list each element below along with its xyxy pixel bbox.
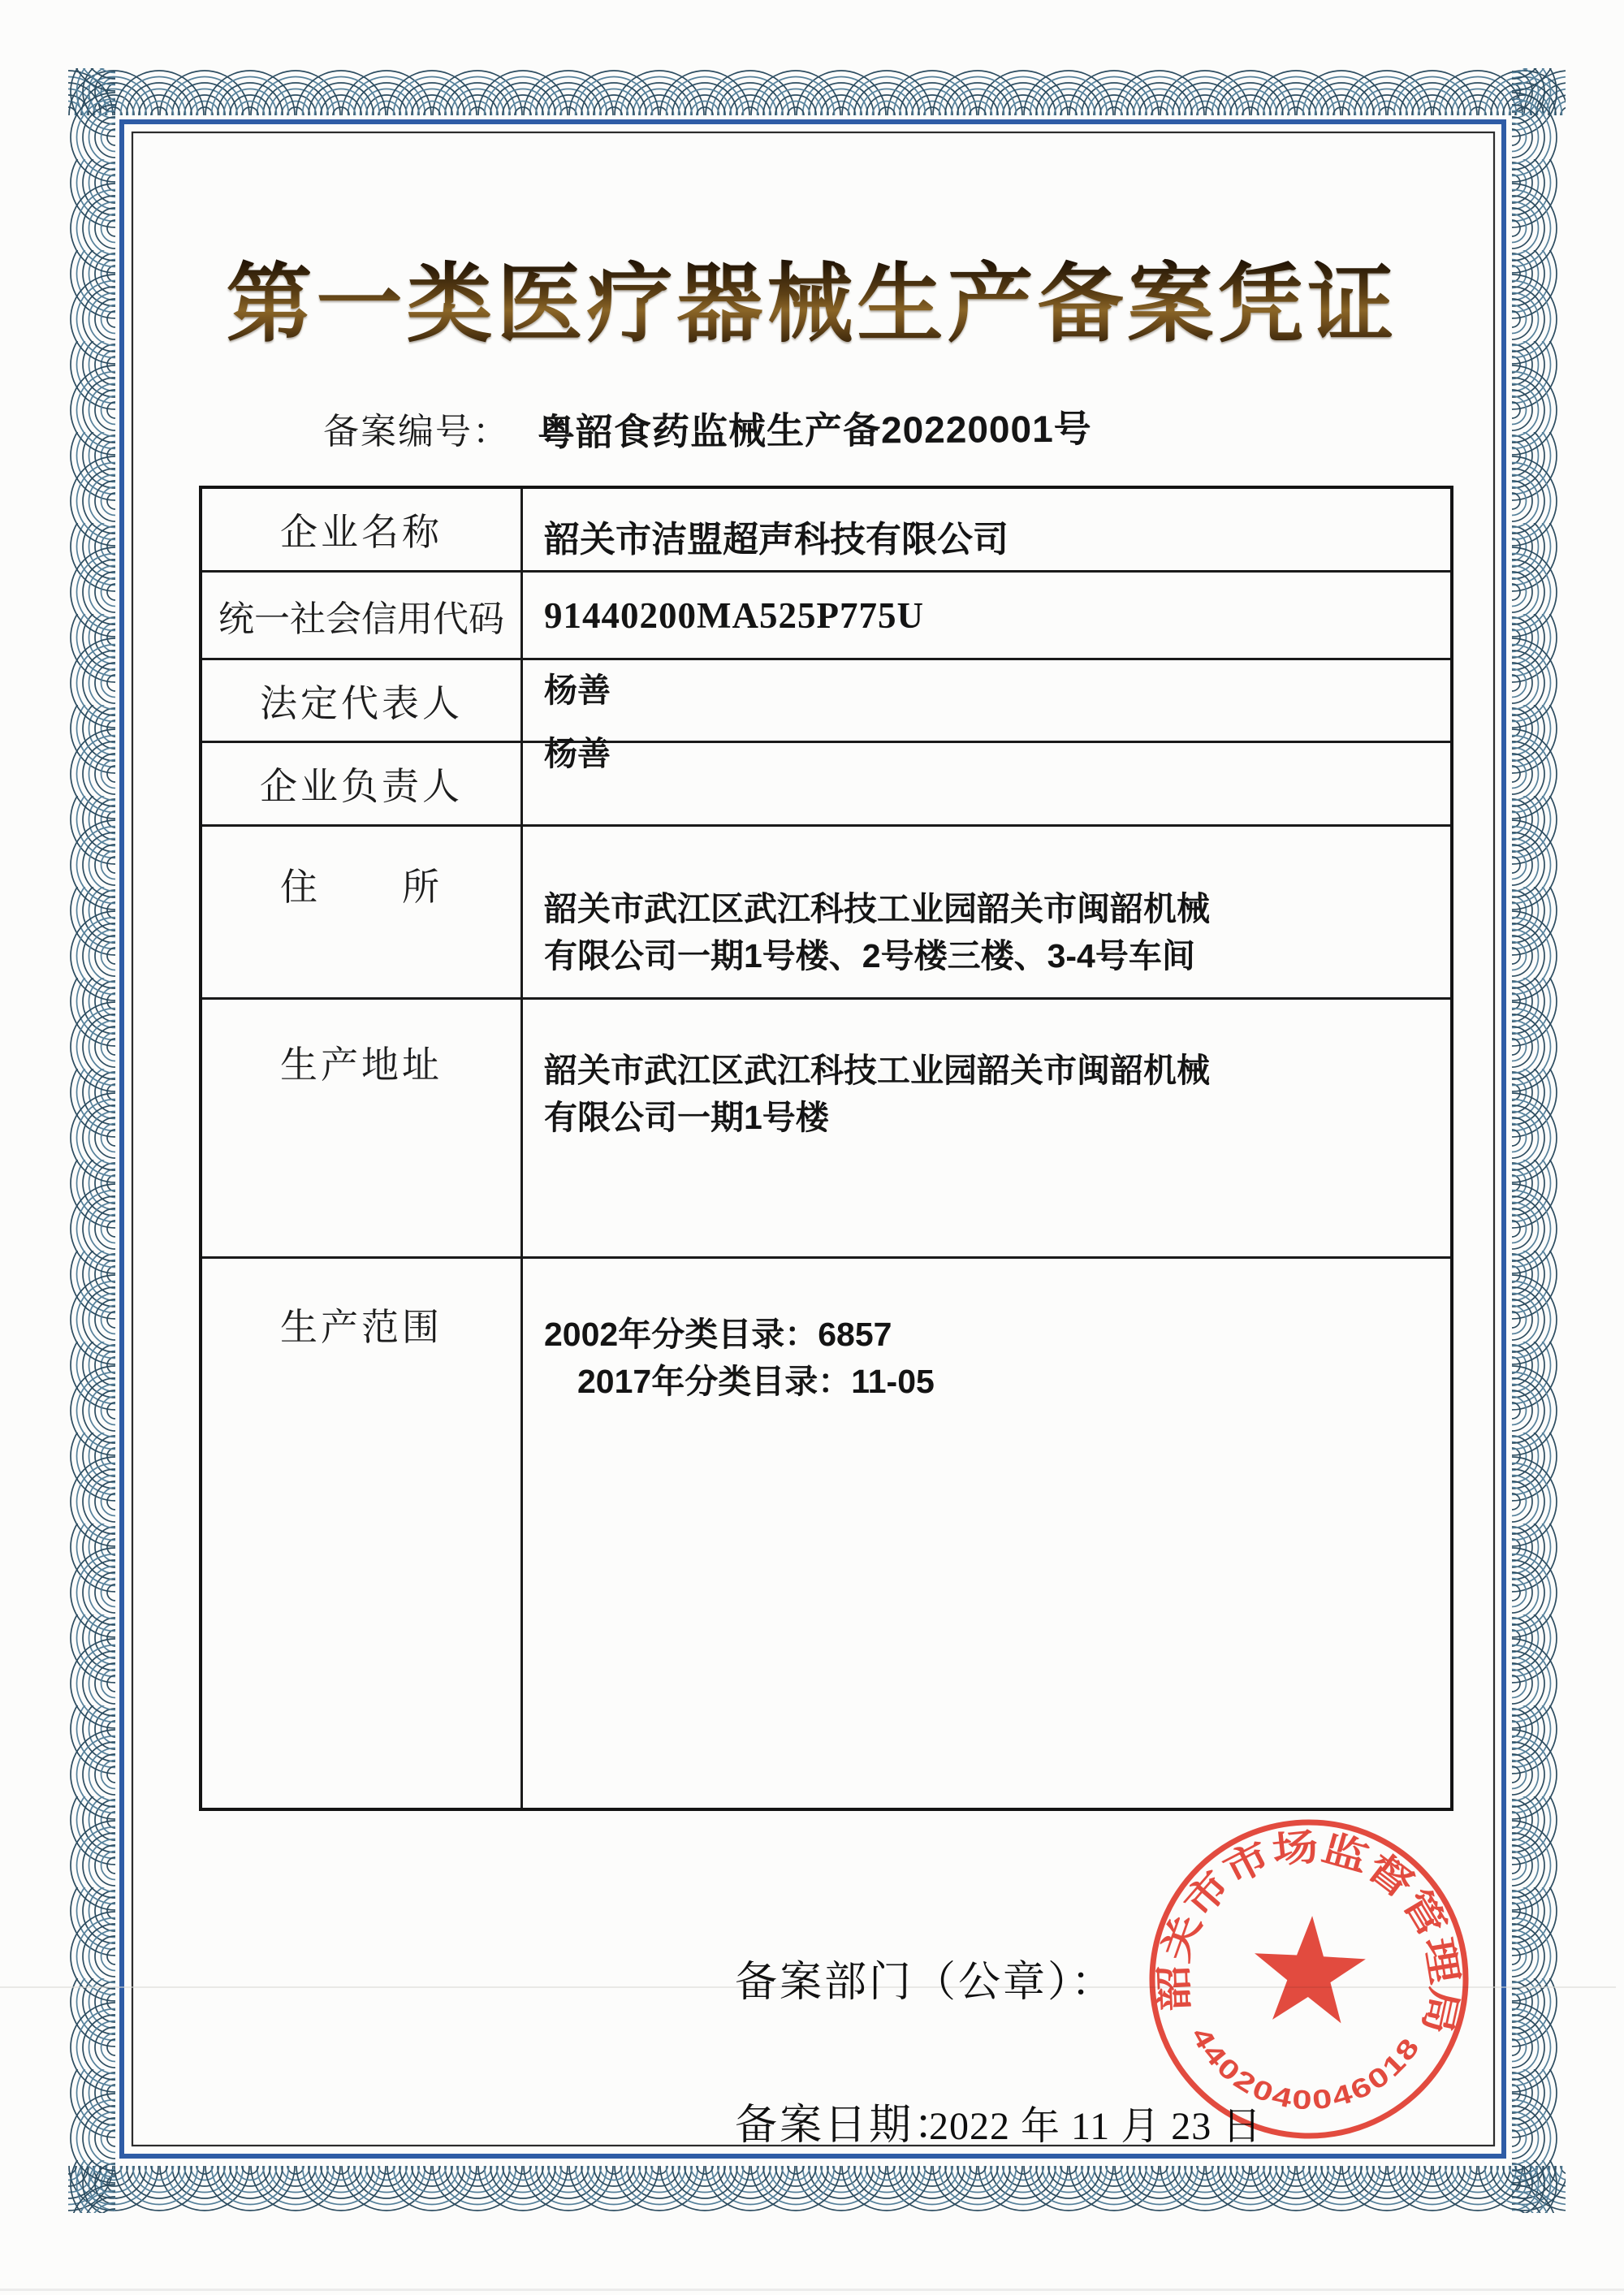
filing-department-label: 备案部门（公章）： <box>735 1960 1116 2006</box>
row-value: 韶关市武江区武江科技工业园韶关市闽韶机械 有限公司一期1号楼、2号楼三楼、3-4号车间 <box>544 890 1210 975</box>
filing-number-value: 粤韶食药监械生产备20220001号 <box>537 407 1092 454</box>
table-row-production-address <box>202 997 1450 1256</box>
row-value: 91440200MA525P775U <box>544 594 924 636</box>
scan-artifact-bottom-edge <box>0 2289 1624 2291</box>
row-label: 住 所 <box>202 827 523 997</box>
row-label: 生产范围 <box>202 1259 523 1808</box>
row-value: 杨善 <box>544 735 611 772</box>
stamp-number-text: 4402040046018 <box>1186 2021 1423 2116</box>
row-label: 企业负责人 <box>202 743 523 824</box>
row-label: 企业名称 <box>202 489 523 570</box>
certificate-title: 第一类医疗器械生产备案凭证 <box>0 258 1624 353</box>
row-value: 韶关市洁盟超声科技有限公司 <box>544 520 1009 560</box>
filing-date-label: 备案日期： <box>735 2103 959 2149</box>
table-row-legal-representative <box>202 658 1450 741</box>
table-row-residence <box>202 824 1450 997</box>
row-label: 法定代表人 <box>202 660 523 741</box>
table-row-company-name <box>202 489 1450 570</box>
table-row-production-scope <box>202 1256 1450 1808</box>
filing-number-label: 备案编号： <box>323 412 510 452</box>
row-value: 2002年分类目录：6857 2017年分类目录：11-05 <box>544 1316 935 1400</box>
row-label: 统一社会信用代码 <box>202 573 523 658</box>
filing-number-line <box>323 401 1092 455</box>
certificate-table <box>199 486 1453 1811</box>
row-value: 韶关市武江区武江科技工业园韶关市闽韶机械 有限公司一期1号楼 <box>544 1052 1210 1136</box>
table-row-company-head <box>202 735 1450 824</box>
filing-date-value: 2022 年 11 月 23 日 <box>929 2105 1263 2148</box>
star-icon <box>1251 1913 1368 2025</box>
official-stamp <box>1147 1817 1471 2142</box>
row-label: 生产地址 <box>202 1000 523 1256</box>
table-row-credit-code <box>202 570 1450 658</box>
row-value: 杨善 <box>544 672 611 709</box>
stamp-org-text: 韶关市市场监督管理局 <box>1153 1826 1466 2029</box>
